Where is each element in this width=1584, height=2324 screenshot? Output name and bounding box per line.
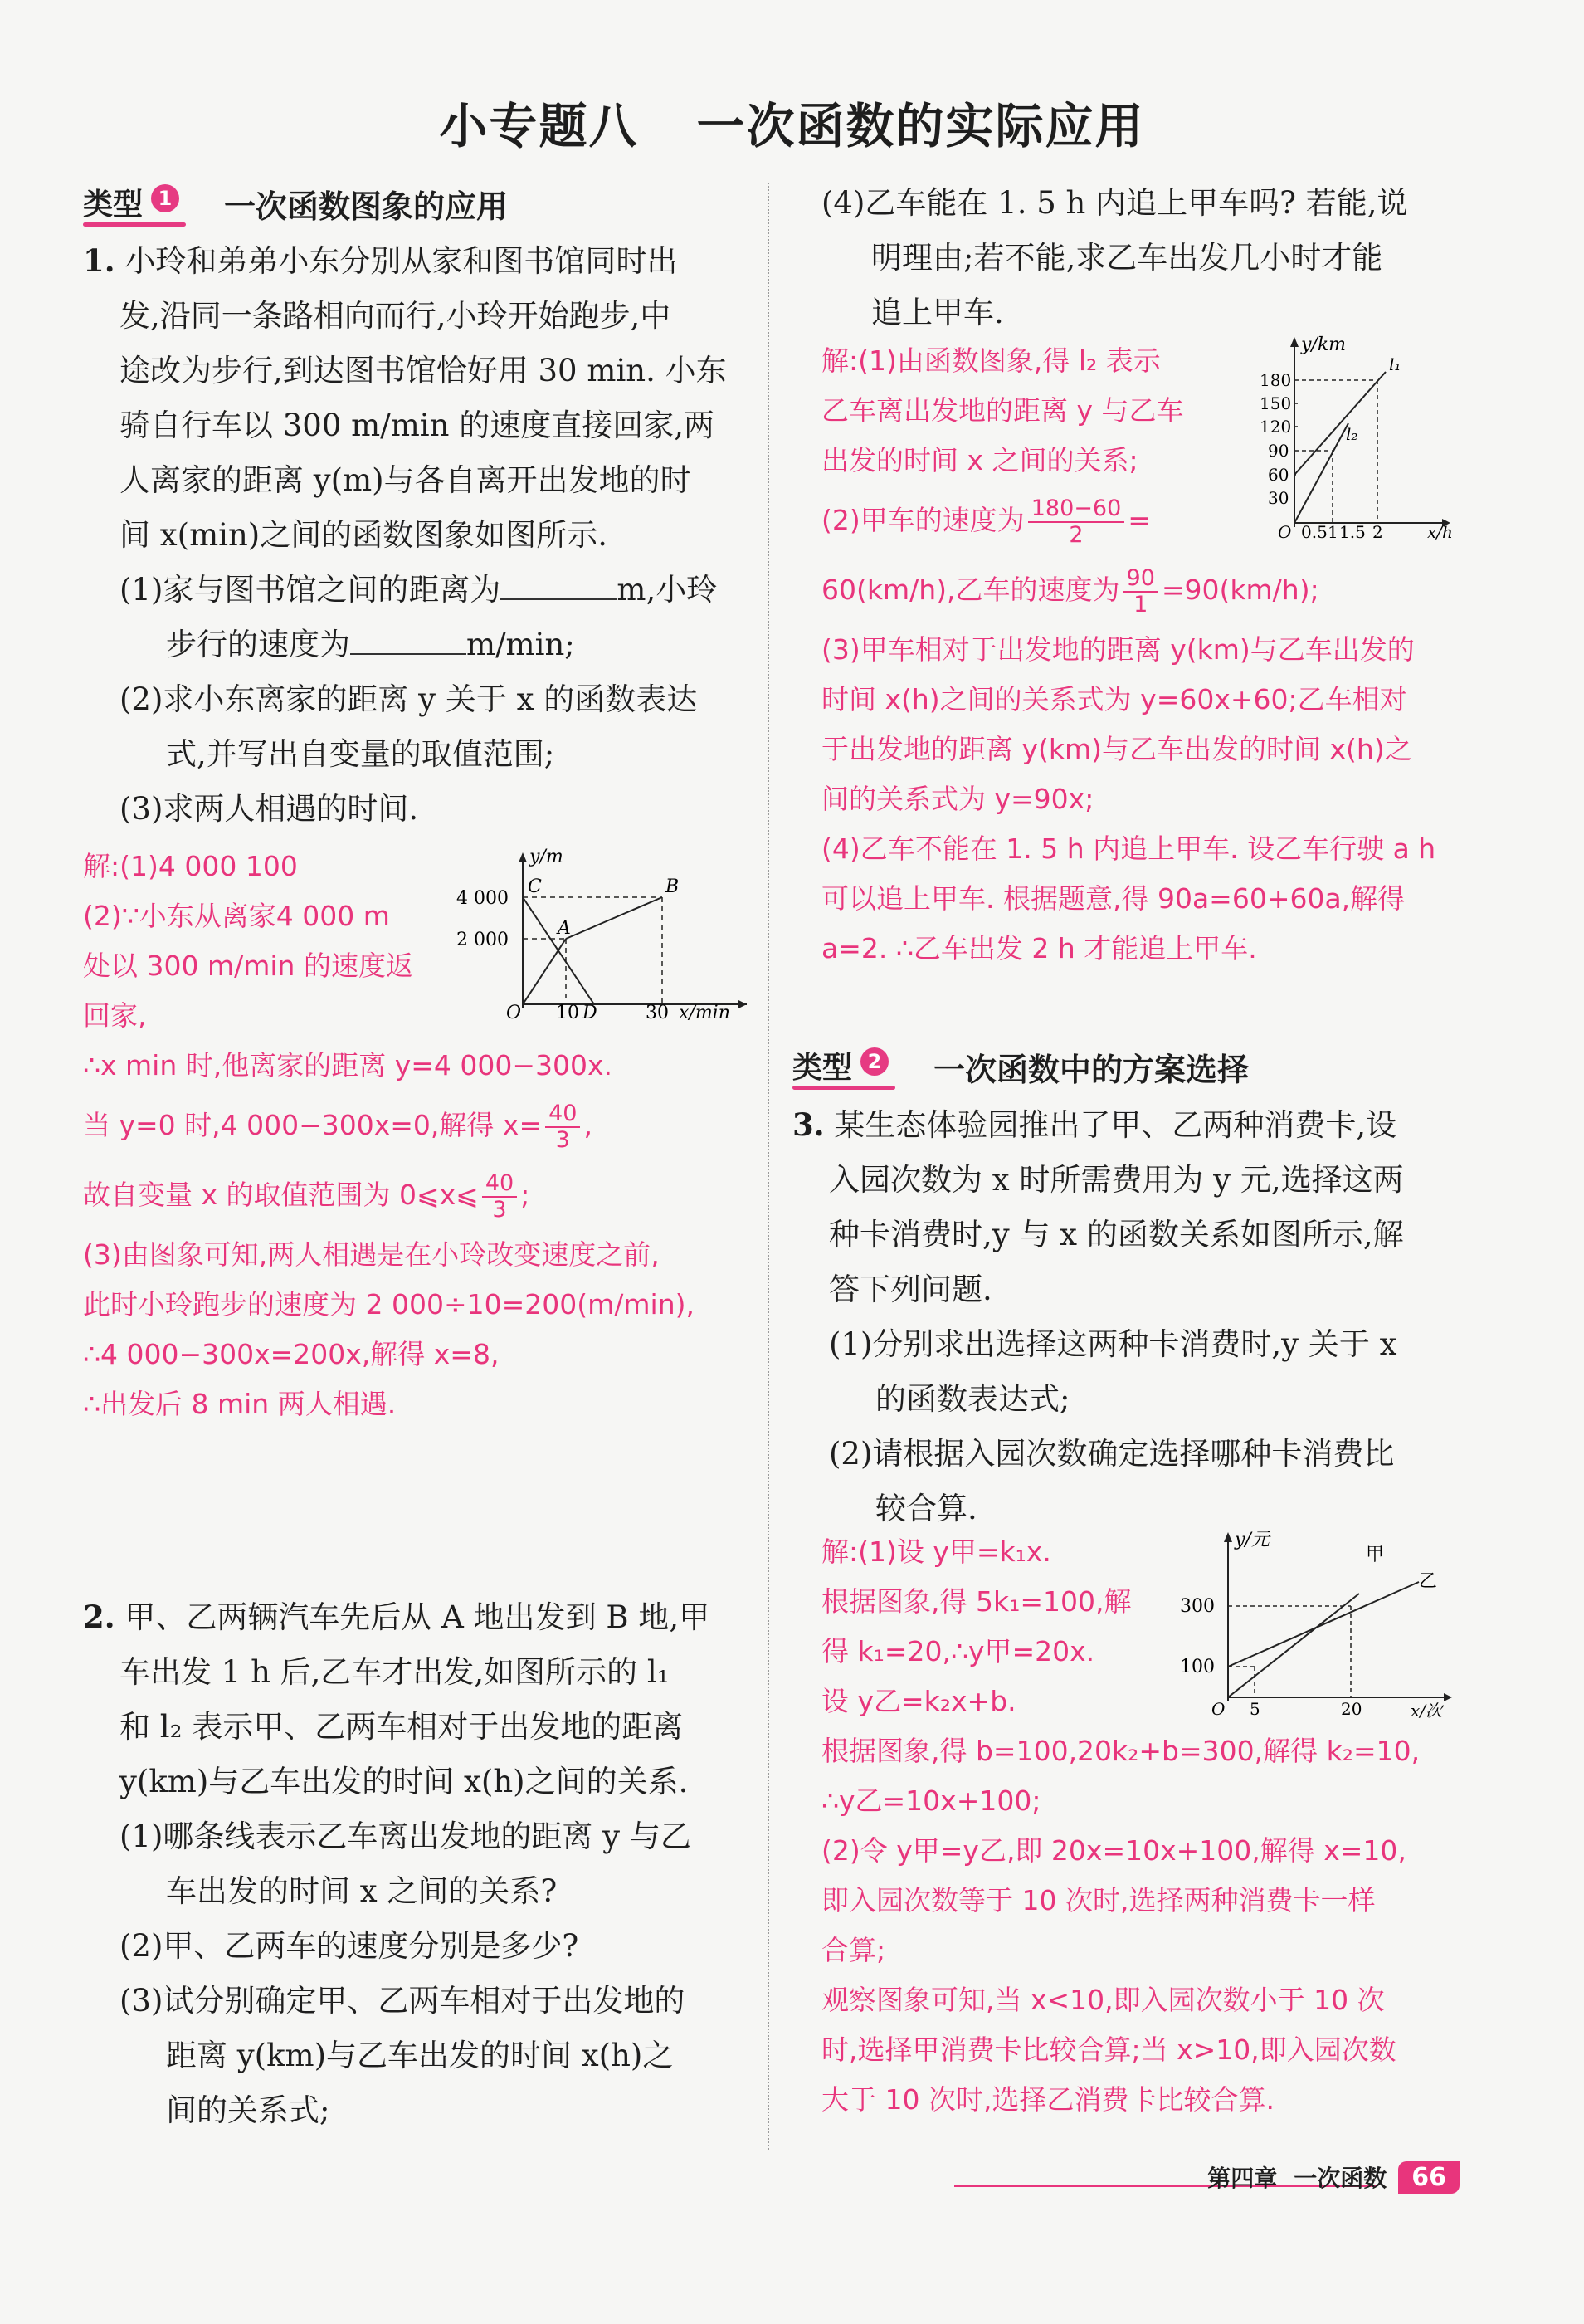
type2-label: 类型 2 <box>792 1044 900 1090</box>
answer-blank <box>350 620 466 655</box>
title-part2: 一次函数的实际应用 <box>696 98 1145 154</box>
q2-part4: (4)乙车能在 1. 5 h 内追上甲车吗? 若能,说 明理由;若不能,求乙车出发几小时才能 追上甲车. <box>821 185 1408 330</box>
q1-graph-origin: O <box>506 1003 522 1021</box>
q1-graph-point-D: D <box>582 1003 597 1021</box>
q2-graph-l2-label: l₂ <box>1346 424 1358 444</box>
q1-solution: 解:(1)4 000 100 (2)∵小东从离家4 000 m 处以 300 m/min 的速度返 回家, ∴x min 时,他离家的距离 y=4 000−300x. 当 y=0 时,4 000−300x=0,解得 x= $\frac{40}{3}$ , 故自变量 x 的取值范围为 0⩽x⩽ $\frac{40}{3}$ ; (3)由图象可知,两人相遇是在小玲改变速度之前, 此时小玲跑步的速度为 2 000÷10=200(m/min), ∴4 000−300x=200x,解得 x=8, ∴出发后 8 min 两人相遇. <box>83 850 695 1420</box>
q1-graph-xtick-30: 30 <box>646 1003 669 1021</box>
q3-graph-ylabel: y/元 <box>1235 1530 1270 1550</box>
q3-graph-xtick-5: 5 <box>1250 1699 1260 1718</box>
q1-graph-ylabel: y/m <box>529 847 563 867</box>
q3-graph <box>1170 1527 1460 1718</box>
q2-graph-ytick: 60 <box>1268 465 1289 485</box>
q3-part1: (1)分别求出选择这两种卡消费时,y 关于 x <box>829 1326 1397 1362</box>
title-part1: 小专题八 <box>439 98 639 154</box>
q1-graph-xtick-10: 10 <box>556 1003 579 1021</box>
answer-blank <box>500 565 617 600</box>
type1-num-badge: 1 <box>151 184 179 212</box>
footer-chapter: 第四章 <box>1207 2165 1278 2192</box>
q1-graph-ytick-2000: 2 000 <box>456 930 509 950</box>
q1-graph-ytick-4000: 4 000 <box>456 888 509 909</box>
q2-graph-xlabel: x/h <box>1427 522 1453 540</box>
q2-graph-xtick: 2 <box>1372 522 1383 540</box>
page-number: 66 <box>1398 2161 1460 2194</box>
q3-graph-xtick-20: 20 <box>1341 1699 1362 1718</box>
q1-part1: (1)家与图书馆之间的距离为 m,小玲 <box>83 563 747 618</box>
q1-part3: (3)求两人相遇的时间. <box>119 791 419 827</box>
type1-header <box>83 178 747 228</box>
q2-part3: (3)试分别确定甲、乙两车相对于出发地的 <box>119 1983 685 2019</box>
q2-graph-ytick: 30 <box>1268 488 1289 508</box>
left-column <box>83 178 747 1429</box>
q2-graph-ytick: 120 <box>1260 417 1292 437</box>
q2-graph-xtick: 1 <box>1328 522 1338 540</box>
question-3: 3. 某生态体验园推出了甲、乙两种消费卡,设 入园次数为 x 时所需费用为 y 元,选择这两 种卡消费时,y 与 x 的函数关系如图所示,解 答下列问题. (1)分别求出选择这两种卡消费时,y 关于 x 的函数表达式; (2)请根据入园次数确定选择哪种卡消费比 较合算. <box>792 1097 1465 1536</box>
q3-graph-yi-label: 乙 <box>1419 1571 1438 1592</box>
question-2: 2. 甲、乙两辆汽车先后从 A 地出发到 B 地,甲 车出发 1 h 后,乙车才出发,如图所示的 l₁ 和 l₂ 表示甲、乙两车相对于出发地的距离 y(km)与乙车出发的时间 x(h)之间的关系. (1)哪条线表示乙车离出发地的距离 y 与乙 车出发的时间 x 之间的关系? (2)甲、乙两车的速度分别是多少? (3)试分别确定甲、乙两车相对于出发地的 距离 y(km)与乙车出发的时间 x(h)之 间的关系式; <box>83 1589 747 2138</box>
column-divider <box>768 183 769 2150</box>
question-1: 1. 小玲和弟弟小东分别从家和图书馆同时出 发,沿同一条路相向而行,小玲开始跑步,中 途改为步行,到达图书馆恰好用 30 min. 小东 骑自行车以 300 m/min 的速度直接回家,两 人离家的距离 y(m)与各自离开出发地的时 间 x(min)之间的函数图象如图所示. (1)家与图书馆之间的距离为 m,小玲 步行的速度为 m/min; (2)求小东离家的距离 y 关于 x 的函数表达 式,并写出自变量的取值范围; (3)求两人相遇的时间. <box>83 233 747 837</box>
type1-title: 一次函数图象的应用 <box>224 188 509 225</box>
q2-graph-xtick: 0.5 <box>1301 522 1328 540</box>
q3-graph-xlabel: x/次 <box>1411 1701 1443 1718</box>
q3-graph-ytick-100: 100 <box>1180 1657 1215 1677</box>
q3-graph-ytick-300: 300 <box>1180 1596 1215 1617</box>
q3-graph-origin: O <box>1211 1699 1226 1718</box>
page-title <box>0 87 1584 157</box>
q2-solution: 解:(1)由函数图象,得 l₂ 表示 乙车离出发地的距离 y 与乙车 出发的时间 x 之间的关系; (2)甲车的速度为 $\frac{180-60}{2}$ = 60(km/h),乙车的速度为 $\frac{90}{1}$ =90(km/h); (3)甲车相对于出发地的距离 y(km)与乙车出发的 时间 x(h)之间的关系式为 y=60x+60;乙车相对 于出发地的距离 y(km)与乙车出发的时间 x(h)之 间的关系式为 y=90x; (4)乙车不能在 1. 5 h 内追上甲车. 设乙车行驶 a h 可以追上甲车. 根据题意,得 90a=60+60a,解得 a=2. ∴乙车出发 2 h 才能追上甲车. <box>821 344 1436 964</box>
q1-graph <box>440 842 755 1021</box>
q2-graph-xtick: 1.5 <box>1339 522 1366 540</box>
q3-graph-jia-label: 甲 <box>1366 1545 1385 1565</box>
q1-graph-point-C: C <box>528 876 542 897</box>
q1-stem: 1. 小玲和弟弟小东分别从家和图书馆同时出 发,沿同一条路相向而行,小玲开始跑步,中 途改为步行,到达图书馆恰好用 30 min. 小东 骑自行车以 300 m/min 的速度直接回家,两 人离家的距离 y(m)与各自离开出发地的时 间 x(min)之间的函数图象如图所示. <box>83 242 727 553</box>
type1-label: 类型 1 <box>83 181 191 227</box>
q1-part2: (2)求小东离家的距离 y 关于 x 的函数表达 <box>119 681 698 717</box>
q2-graph-ytick: 150 <box>1260 393 1292 413</box>
q2-graph-ylabel: y/km <box>1301 334 1347 355</box>
footer-section: 一次函数 <box>1294 2165 1387 2192</box>
q2-graph <box>1236 332 1469 540</box>
type2-title: 一次函数中的方案选择 <box>933 1051 1250 1088</box>
q1-graph-point-A: A <box>558 918 571 939</box>
q1-graph-xlabel: x/min <box>679 1003 730 1021</box>
q1-graph-point-B: B <box>665 876 680 897</box>
q2-graph-ytick: 180 <box>1260 370 1292 390</box>
q2-graph-l1-label: l₁ <box>1389 354 1401 374</box>
q3-part2: (2)请根据入园次数确定选择哪种卡消费比 <box>829 1436 1395 1472</box>
type2-header <box>792 1042 1456 1091</box>
q2-part2: (2)甲、乙两车的速度分别是多少? <box>119 1928 579 1964</box>
type2-num-badge: 2 <box>860 1047 889 1076</box>
type2-section <box>792 1042 1456 1096</box>
q2-graph-ytick: 90 <box>1268 441 1289 461</box>
q2-graph-origin: O <box>1278 522 1292 540</box>
q3-solution: 解:(1)设 y甲=k₁x. 根据图象,得 5k₁=100,解 得 k₁=20,∴y甲=20x. 设 y乙=k₂x+b. 根据图象,得 b=100,20k₂+b=300,解得 k₂=10, ∴y乙=10x+100; (2)令 y甲=y乙,即 20x=10x+100,解得 x=10, 即入园次数等于 10 次时,选择两种消费卡一样 合算; 观察图象可知,当 x<10,即入园次数小于 10 次 时,选择甲消费卡比较合算;当 x>10,即入园次数 大于 10 次时,选择乙消费卡比较合算. <box>821 1536 1421 2116</box>
q2-part1: (1)哪条线表示乙车离出发地的距离 y 与乙 <box>119 1819 691 1854</box>
page-footer <box>1207 2160 1460 2194</box>
